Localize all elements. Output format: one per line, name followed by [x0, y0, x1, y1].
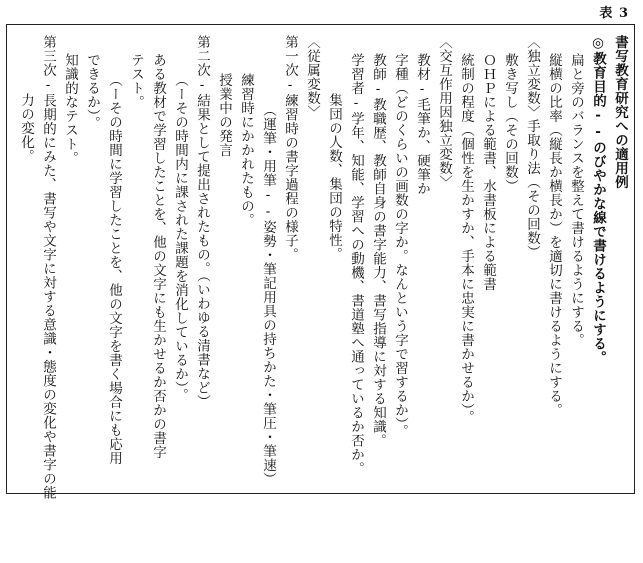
table-label: 表 3	[599, 6, 629, 21]
text-column: （運筆・用筆--姿勢・筆記用具の持ちかた・筆圧・筆速）	[260, 103, 276, 486]
text-column: テスト。	[128, 53, 144, 109]
text-column: 統制の程度（個性を生かすか、手本に忠実に書かせるか）。	[458, 53, 474, 425]
text-column: 練習時にかかれたもの。	[238, 73, 254, 227]
text-column: （ーその時間に学習したことを、他の文字を書く場合にも応用	[106, 73, 122, 465]
text-column: 学習者-学年、知能、学習への動機、書道塾へ通っているか否か。	[348, 53, 364, 476]
text-column: 縦横の比率（縦長か横長か）を適切に書けるようにする。	[546, 53, 562, 417]
text-column: 第三次-長期的にみた、書写や文字に対する意識・態度の変化や書字の能	[40, 35, 56, 500]
text-column: 集団の人数、集団の特性。	[326, 93, 342, 261]
text-column: ＯＨＰによる範書、水書板による範書	[480, 53, 496, 291]
text-column: できるか）。	[84, 53, 100, 131]
text-column: ある教材で学習したことを、他の文字にも生かせるか否かの書字	[150, 53, 166, 459]
text-column: 力の変化。	[18, 93, 34, 163]
text-column: 授業中の発言	[216, 73, 232, 157]
text-column: 教材-毛筆か、硬筆か	[414, 53, 430, 196]
text-column: 敷き写し（その回数）	[502, 53, 518, 193]
text-column: 字種（どのくらいの画数の字か。なんという字で習するか）。	[392, 53, 408, 439]
text-column: 書写教育研究への適用例	[612, 35, 628, 189]
text-column: 〈独立変数〉手取り法（その回数）	[524, 35, 540, 259]
table-frame	[6, 24, 635, 500]
text-column: ◎教育目的--のびやかな線で書けるようにする。	[590, 35, 606, 365]
text-column: （ーその時間内に課された課題を消化しているか）。	[172, 73, 188, 403]
text-column: 〈従属変数〉	[304, 35, 320, 119]
text-column: 知識的なテスト。	[62, 53, 78, 165]
text-column: 〈交互作用因独立変数〉	[436, 35, 452, 189]
text-column: 第二次-結果として提出されたもの。（いわゆる清書など）	[194, 35, 210, 409]
text-column: 教師-教職歴、教師自身の書字能力、書写指導に対する知識。	[370, 53, 386, 448]
text-column: 第一次-練習時の書字過程の様子。	[282, 35, 298, 262]
text-column: 扁と旁のバランスを整えて書けるようにする。	[568, 53, 584, 347]
